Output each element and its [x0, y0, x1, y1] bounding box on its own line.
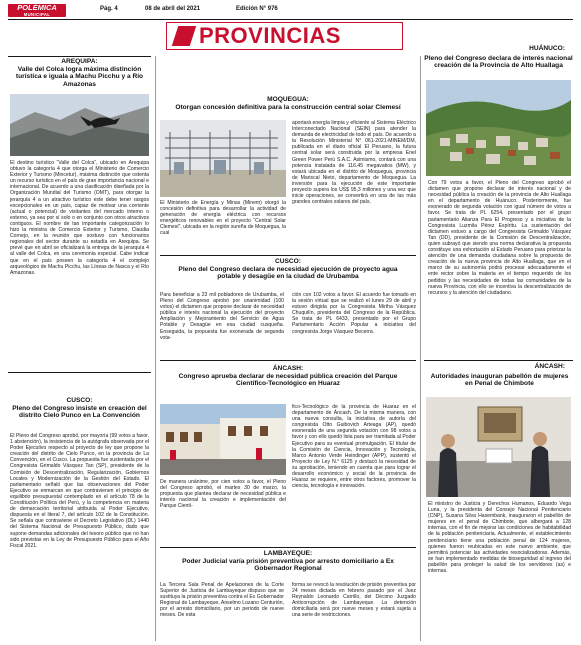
article-body-col2: fico-Tecnológico de la provincia de Huaraz en el departamento de Áncash. De la misma manera, con una nueva consulta, la iniciativa de autoría del congresista Otto Guibovich Arteaga (AP), quedó exonerada de una segunda votación con 98 votos a favor y con ello quedó lista para ser tramitada al Poder Ejecutivo para su eventual promulgación. El titular de la Comisión de Ciencia, Innovación y Tecnología, Marco Antonio Verde Heindinger (APP), sustentó el Proyecto de Ley N.° 6125 y destacó la necesidad de su aprobación, teniendo en cuenta que para lograr el desarrollo económico y social de la provincia de Huaraz se requiere, entre otros factores, promover la ciencia, tecnología e innovación. [292, 404, 416, 490]
article-body: El ministro de Justicia y Derechos Humanos, Eduardo Vega Luna, y la presidenta del Consejo Nacional Penitenciario (CNP), Susana Silva Hasembank, inauguraron el pabellón de mujeres en el penal de Chimbote, que albergará a 128 internas, con el fin de mejorar las condiciones de habitabilidad de la población penitenciaria. Actualmente, el establecimiento penitenciario tiene una población penal de 124 mujeres, quienes fueron reubicadas en este nuevo ambiente, que permitirá potenciar las actividades resocializadoras. Además, se han implementado medidas de bioseguridad al ingreso del pabellón para proteger la salud de los servidores (as) e internas. [428, 501, 571, 575]
article-location: MOQUEGUA: [267, 96, 309, 103]
article-headline: Valle del Colca logra máxima distinción turística e iguala a Machu Picchu y a Río Amazonas [15, 66, 144, 88]
column-divider [420, 56, 421, 641]
article-location: CUSCO: [274, 258, 301, 265]
article-body-col1: La Tercera Sala Penal de Apelaciones de la Corte Superior de Justicia de Lambayeque dispuso que se sustituya la prisión preventiva contra el Ex Gobernador Regional de Lambayeque, Anselmo Lozano Centurión, por el arresto domiciliario, por un periodo de nueve meses. De esta [160, 582, 284, 619]
condor-canyon-photo [10, 94, 149, 156]
article-headline: Autoridades inauguran pabellón de mujeres en Penal de Chimbote [430, 373, 569, 388]
banner-title: PROVINCIAS [199, 23, 341, 48]
article-headline: Pleno del Congreso declara de interés nacional creación de la Provincia de Alto Huallaga [424, 55, 573, 70]
article-headline: Congreso aprueba declarar de necesidad pública creación del Parque Científico-Tecnológico en Huaraz [178, 373, 398, 388]
article-rule [8, 56, 151, 57]
article-location: ÁNCASH: [272, 365, 304, 372]
article-rule [160, 255, 416, 256]
section-banner [166, 22, 403, 50]
masthead [8, 4, 573, 17]
article-body-col1: De manera unánime, por cien votos a favor, el Pleno del Congreso aprobó, el martes 30 de marzo, la propuesta que plantea declarar de necesidad pública e interés nacional la creación e implementación del Parque Cientí- [160, 479, 286, 510]
article-body-col2: ción con 102 votos a favor. El acuerdo fue tomado en la sesión virtual que se realizó el lunes 29 de abril y estuvo dirigida por la Congresista Mirtha Vásquez Chuquilín, presidenta del Congreso de la República. Se trata de PL 6433, presentado por el Grupo Parlamentario Acción Popular a iniciativa del congresista Jorge Vásquez Becerra. [292, 292, 416, 335]
huaraz-street-photo [160, 404, 286, 475]
article-body-col1: El Ministerio de Energía y Minas (Minem) otorgó la concesión definitiva para desarrollar la actividad de generación de energía eléctrica con recursos energéticos renovables en el proyecto “Central Solar Clemesí”, ubicada en la región sureña de Moquegua, la cual [160, 200, 286, 237]
edition-number: Edición N° 976 [236, 6, 278, 12]
article-rule [160, 360, 416, 361]
issue-date: 08 de abril del 2021 [145, 6, 201, 12]
page-number: Pág. 4 [100, 6, 118, 12]
article-rule [160, 547, 416, 548]
article-location: AREQUIPA: [61, 58, 98, 65]
article-location: ÁNCASH: [534, 363, 565, 370]
hillside-town-photo [426, 80, 571, 176]
logo-line-1: POLÉMICA [17, 3, 57, 12]
article-rule [8, 372, 151, 373]
banner-slash-icon [172, 26, 196, 46]
article-location: CUSCO: [66, 397, 93, 404]
article-body: Con 79 votos a favor, el Pleno del Congreso aprobó el dictamen que propone declarar de interés nacional y de necesidad pública la creación de la provincia de Alto Huallaga en el departamento de Huánuco. Posteriormente, fue exonerado de segunda votación con igual número de votos a favor. Se trata de PL 6254, presentado por el grupo parlamentario Alianza Para El Progreso y a iniciativa de la Congresista Luzmila Pérez Espíritu. La sustentación del dictamen estuvo a cargo del Congresista Grimaldo Vásquez Tan (DD), presidente de la Comisión de Descentralización, quien subrayó que siendo una norma declarativa la propuesta constituye una exhortación al Estado Peruano para priorizar la atención de una demanda ciudadana sobre la propuesta de creación de la nueva provincia de Alto Huallaga, que en el marco de su autonomía podrá procesar adecuadamente el ente rector sobre la materia en el tiempo requerido de los pedidos y las necesidades de todas las comunidades de la nueva Provincia, con ello se incentiva la descentralización de recursos y la atención del ciudadano. [428, 180, 571, 296]
article-body: El destino turístico “Valle del Colca”, ubicado en Arequipa obtuvo la categoría 4 que otorga el Ministerio de Comercio Exterior y Turismo (Mincetur), máxima distinción que ostenta un recurso turístico en el país de gran importancia nacional e internacional. De acuerdo a una clasificación diseñada por la Organización Mundial del Turismo (OMT), para otorgar la jerarquía 4 a un atractivo turístico este debe tener rasgos excepcionales en un país, capaz de motivar una corriente (actual o potencial) de visitantes del mercado interno o externo, ya sea por sí solo o en conjunto con otros atractivos contiguos. El nombre de tan importante categorización lo hizo la ministra de Comercio Exterior y Turismo, Claudia Cornejo, en la reunión que sostuvo con funcionarios regionales del sector durante su estadía en Arequipa. Se prevé que en abril se oficializará la entrega de la jerarquía 4 al valle del Colca, en una ceremonia especial. Cabe indicar que en el país poseen la categoría 4 el complejo arqueológico de Machu Picchu, las Líneas de Nasca y el Río Amazonas. [10, 160, 149, 276]
article-headline: Pleno del Congreso insiste en creación del distrito Cielo Punco en La Convención [12, 405, 147, 420]
column-divider [155, 56, 156, 641]
article-headline: Poder Judicial varía prisión preventiva por arresto domiciliario a Ex Gobernador Regional [182, 558, 394, 573]
logo-line-2: MUNICIPAL [23, 11, 51, 17]
solar-substation-photo [160, 120, 286, 197]
article-location: HUÁNUCO: [529, 45, 565, 52]
article-body-col1: Para beneficiar a 23 mil pobladores de Urubamba, el Pleno del Congreso aprobó por unanimidad (100 votos) el dictamen que propone declarar de necesidad pública e interés nacional la ejecución del proyecto Ampliación y Mejoramiento del Servicio de Agua Potable y Desagüe en esa ciudad cusqueña. Enseguida, la propuesta fue exonerada de segunda vota- [160, 292, 284, 341]
article-body-col2: forma se revocó la resolución de prisión preventiva por 24 meses dictada en febrero pasado por el Juez Reynaldo Leonardo Carrillo, del Décimo Juzgado Anticorrupción de Lambayeque. La detención domiciliaria será por nueve meses y estará sujeta a una serie de restricciones. [292, 582, 416, 619]
article-headline: Otorgan concesión definitiva para la construcción central solar Clemesí [175, 104, 401, 111]
article-rule [424, 360, 573, 361]
newspaper-logo [8, 4, 66, 17]
article-body: El Pleno del Congreso aprobó, por mayoría (99 votos a favor, 1 abstención), la insistencia de la autógrafa observada por el Poder Ejecutivo respecto al proyecto de ley que propone la creación del distrito de Cielo Punco, en la provincia de La Convención, en el Cusco. La propuesta fue sustentada por el Congresista Grimaldo Vásquez Tan (SP), presidente de la Comisión de Descentralización, Regularización, Gobiernos Locales y Modernización de la Gestión del Estado. El parlamentario señaló que las observaciones del Poder Ejecutivo se enmarcan en que contravienen el principio de equilibrio presupuestal contemplado en el artículo 78 de la Constitución Política del Perú, y la competencia en materia de demarcación territorial atribuida al Poder Ejecutivo, dispuesta en el literal 7, del artículo 102 de la Constitución. Se señala que contraviene el Decreto Legislativo (DL) 1440 del Sistema Nacional de Presupuesto Público, dado que supone demandas adicionales del tesoro público que no han sido previstas en la Ley de Presupuesto Público para el Año Fiscal 2021. [10, 433, 149, 549]
masthead-rule [8, 19, 573, 20]
article-location: LAMBAYEQUE: [263, 550, 313, 557]
inauguration-photo [426, 397, 571, 497]
article-headline: Pleno del Congreso declara de necesidad ejecución de proyecto agua potable y desagüe en la ciudad de Urubamba [178, 266, 398, 281]
article-body-col2: aportará energía limpia y eficiente al Sistema Eléctrico Interconectado Nacional (SEIN) para atender la demanda de electricidad de todo el país. De acuerdo a la Resolución Ministerial N° 061-2021-MINEM/DM, publicada en el diario oficial El Peruano, la futura central solar será construida por la empresa Enel Green Power Perú S.A.C. Asimismo, contará con una potencia instalada de 116.45 megavatios (MW), y estará ubicada en el distrito de Moquegua, provincia de Mariscal Nieto, departamento de Moquegua. La inversión para la ejecución de este importante proyecto supera los US$ 95,3 millones y una vez que inicie operaciones, se convertirá en una de las más grandes centrales solares del país. [292, 120, 416, 206]
